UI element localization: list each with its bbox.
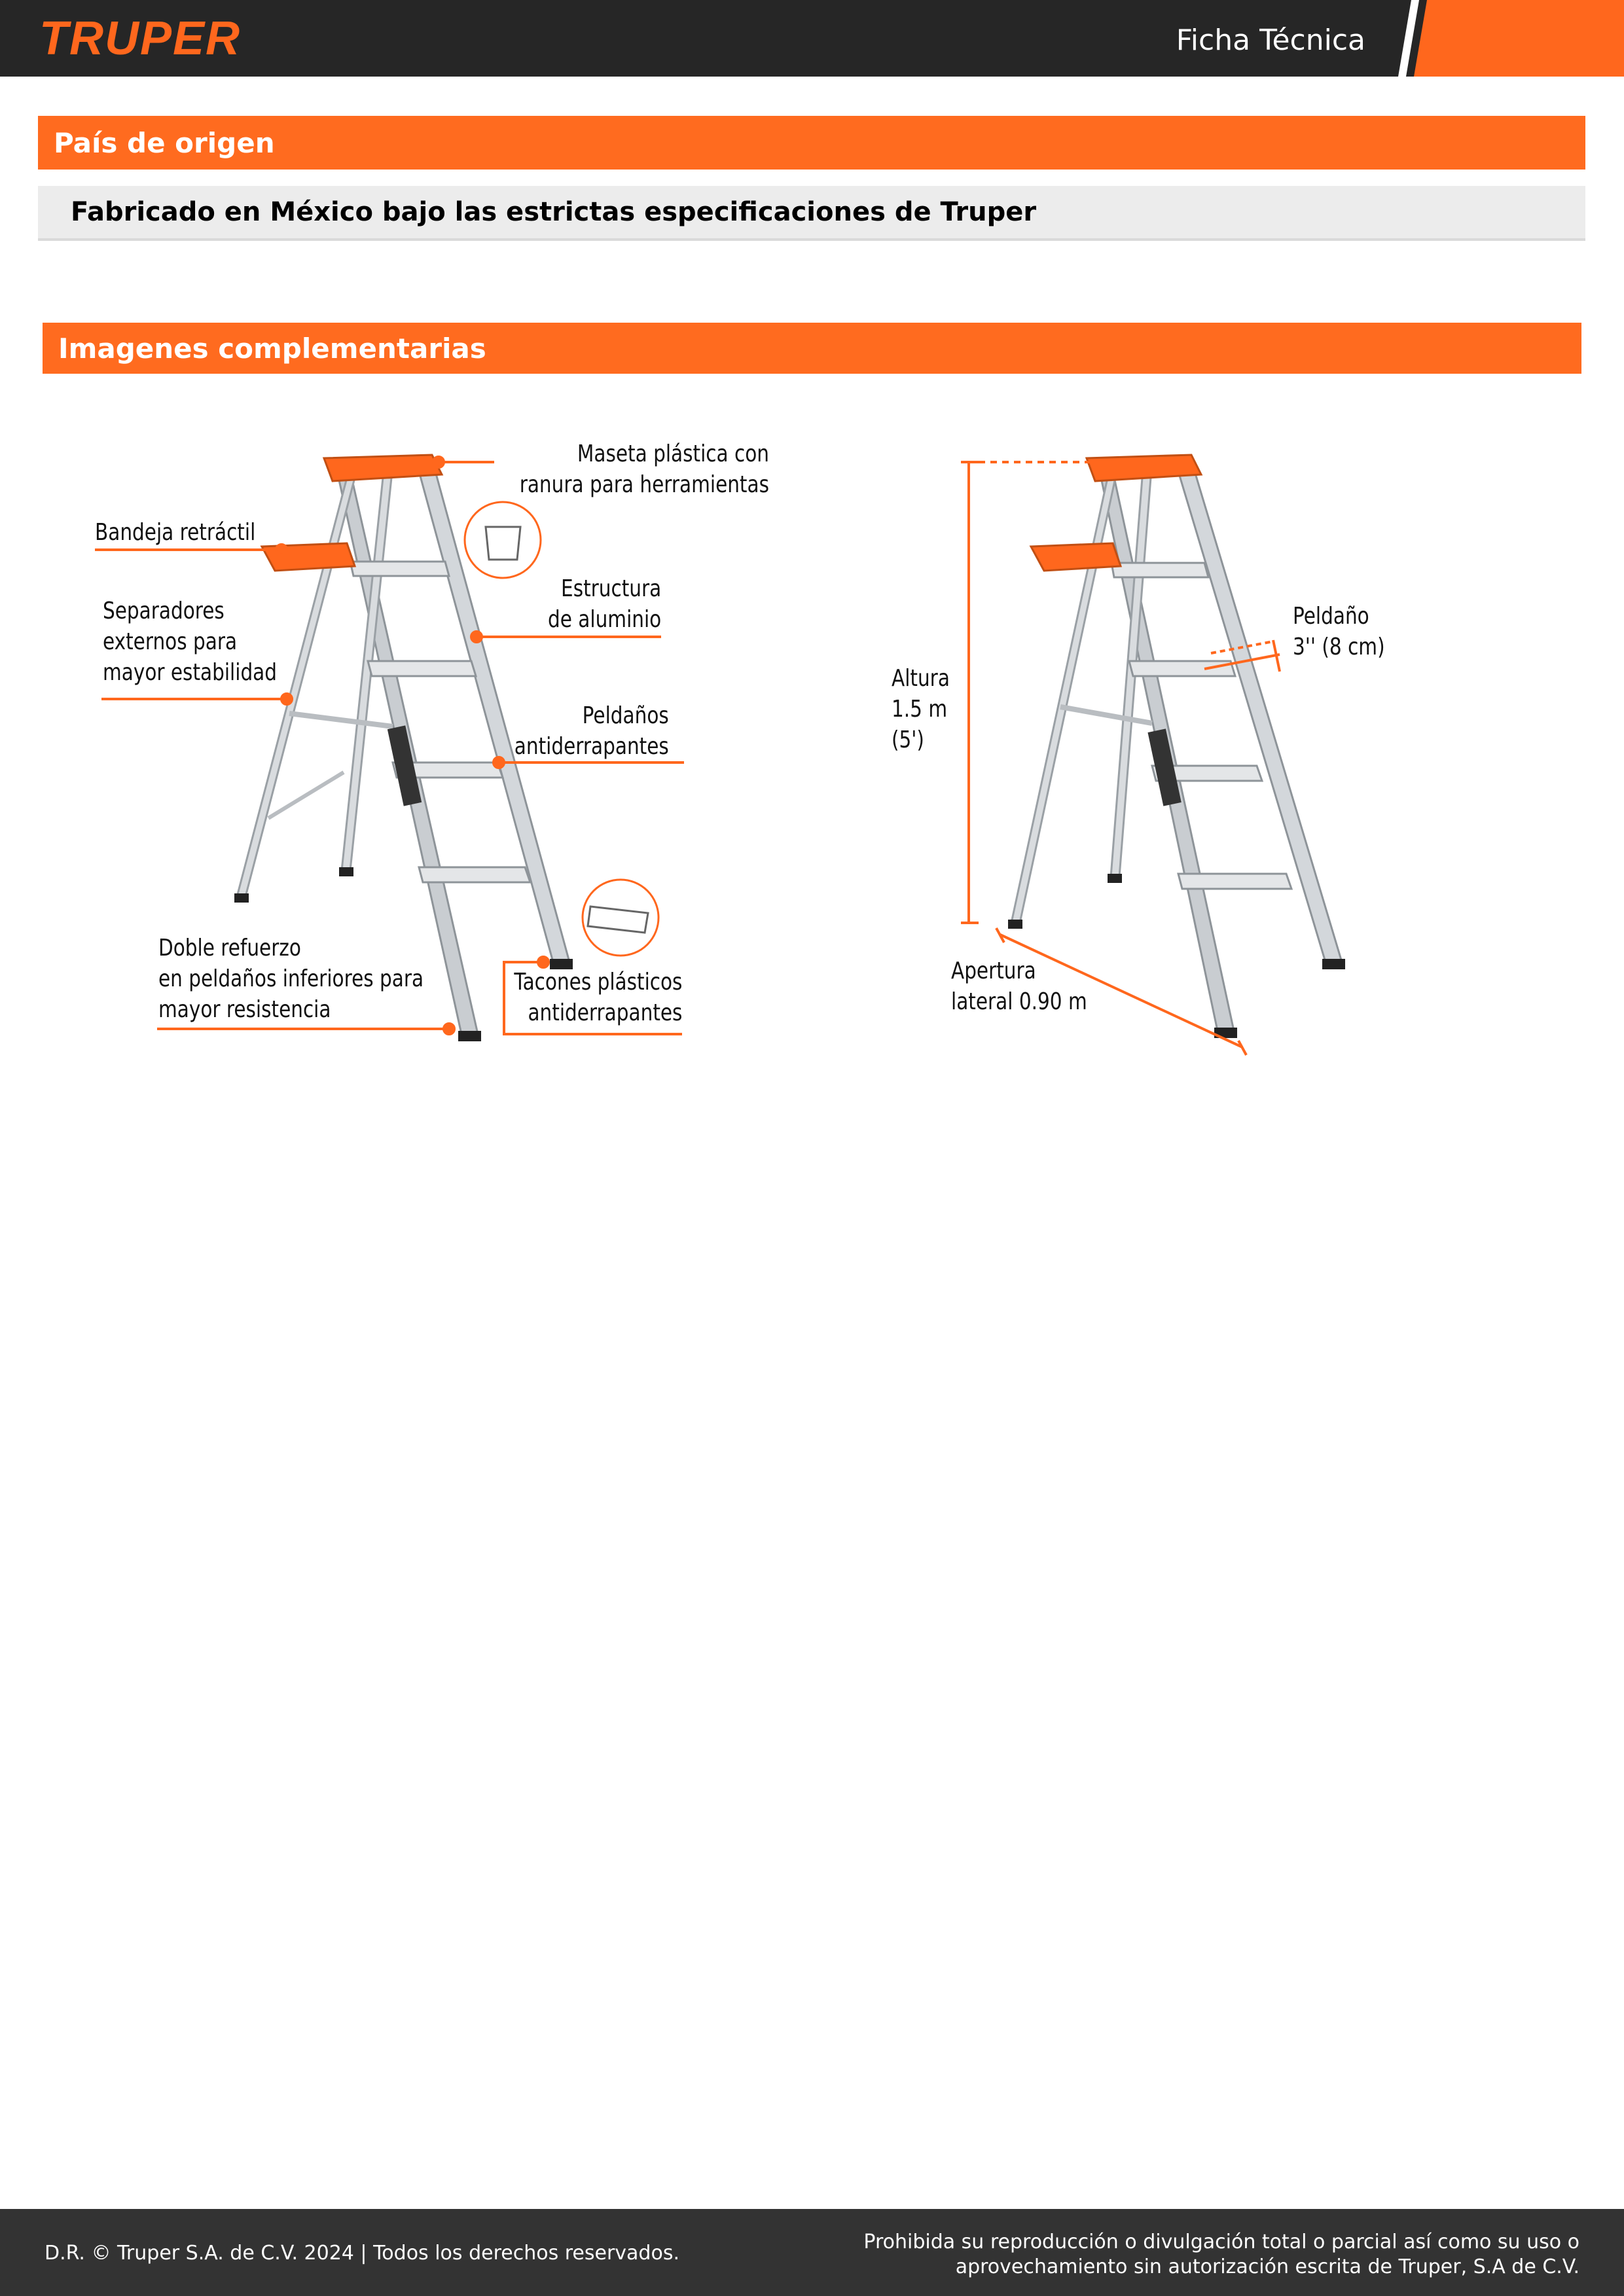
callout-height: Altura 1.5 m (5') bbox=[892, 665, 950, 753]
document-title: Ficha Técnica bbox=[1176, 24, 1365, 57]
callout-plastic-head: Maseta plástica con ranura para herramientas bbox=[519, 440, 769, 498]
footer-copyright: D.R. © Truper S.A. de C.V. 2024 | Todos los derechos reservados. bbox=[45, 2242, 679, 2265]
callout-step-depth: Peldaño 3'' (8 cm) bbox=[1293, 603, 1385, 660]
ladder-features-figure bbox=[85, 419, 769, 1047]
callout-anti-slip-steps: Peldaños antiderrapantes bbox=[514, 702, 669, 760]
header-accent-stripe bbox=[1398, 0, 1624, 77]
header bbox=[0, 0, 1624, 77]
callout-aluminum-structure: Estructura de aluminio bbox=[547, 575, 661, 633]
callout-lateral-opening: Apertura lateral 0.90 m bbox=[951, 958, 1087, 1015]
footer-disclaimer: Prohibida su reproducción o divulgación total o parcial así como su uso o aprovechamiento sin autorización escrita de Truper, S.A de C.V. bbox=[863, 2231, 1579, 2278]
callout-tray: Bandeja retráctil bbox=[95, 519, 256, 546]
images-heading: Imagenes complementarias bbox=[43, 323, 1581, 374]
callout-plastic-feet: Tacones plásticos antiderrapantes bbox=[513, 969, 682, 1026]
footer bbox=[0, 2209, 1624, 2296]
origin-text: Fabricado en México bajo las estrictas especificaciones de Truper bbox=[38, 186, 1585, 241]
origin-heading: País de origen bbox=[38, 116, 1585, 170]
ladder-dimensions-figure bbox=[877, 432, 1414, 1060]
callout-double-reinforcement: Doble refuerzo en peldaños inferiores para mayor resistencia bbox=[158, 935, 424, 1023]
callout-separators: Separadores externos para mayor estabilidad bbox=[103, 598, 278, 686]
truper-logo: TRUPER bbox=[39, 12, 242, 65]
